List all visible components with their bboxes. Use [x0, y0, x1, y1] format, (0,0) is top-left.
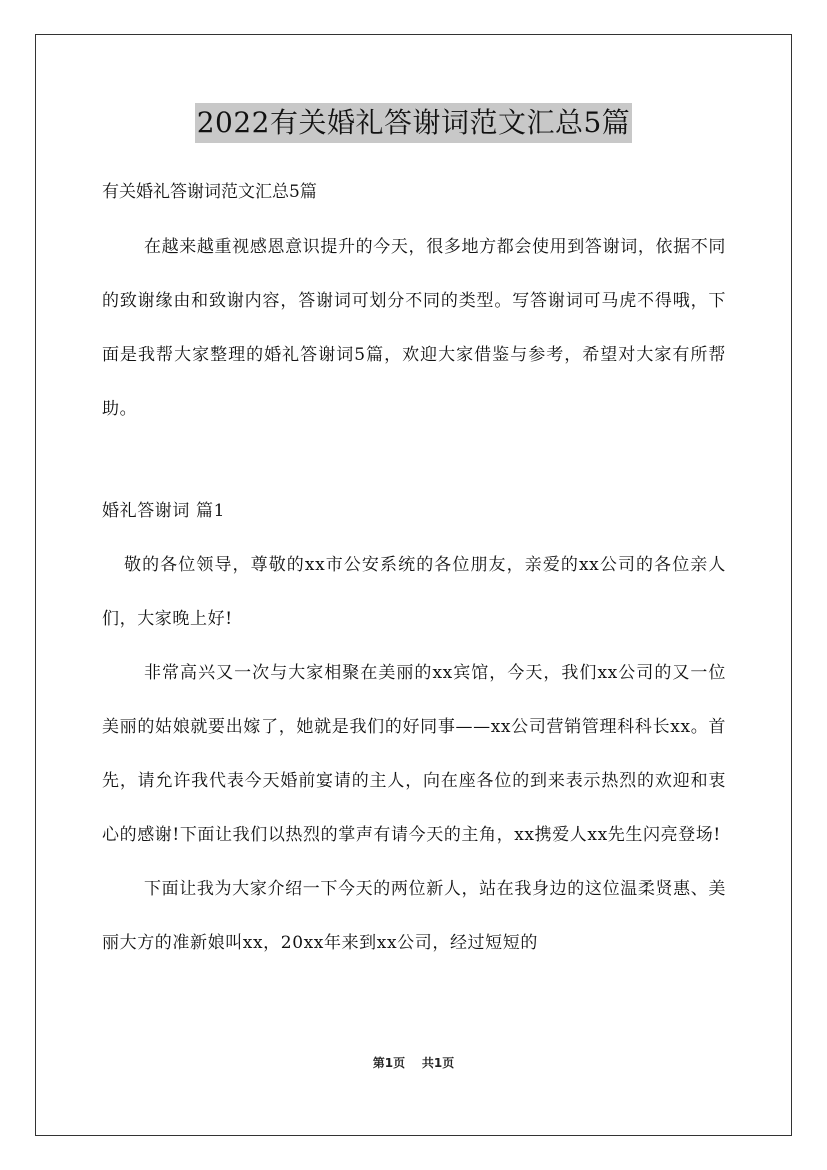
section-gap [102, 436, 726, 484]
body-paragraph-1: 敬的各位领导，尊敬的xx市公安系统的各位朋友，亲爱的xx公司的各位亲人们，大家晚上好! [102, 555, 726, 629]
document-title: 2022有关婚礼答谢词范文汇总5篇 [195, 103, 633, 143]
page-total: 共1页 [421, 1056, 455, 1070]
section-heading: 婚礼答谢词 篇1 [102, 501, 226, 521]
intro-paragraph: 在越来越重视感恩意识提升的今天，很多地方都会使用到答谢词，依据不同的致谢缘由和致谢内容，答谢词可划分不同的类型。写答谢词可马虎不得哦，下面是我帮大家整理的婚礼答谢词5篇，欢迎大家借鉴与参考，希望对大家有所帮助。 [102, 237, 726, 419]
document-body [102, 178, 726, 970]
body-paragraph-3: 下面让我为大家介绍一下今天的两位新人，站在我身边的这位温柔贤惠、美丽大方的准新娘叫xx，20xx年来到xx公司，经过短短的 [102, 879, 726, 953]
page-footer [0, 1055, 827, 1071]
body-paragraph-2: 非常高兴又一次与大家相聚在美丽的xx宾馆，今天，我们xx公司的又一位美丽的姑娘就要出嫁了，她就是我们的好同事——xx公司营销管理科科长xx。首先，请允许我代表今天婚前宴请的主人，向在座各位的到来表示热烈的欢迎和衷心的感谢!下面让我们以热烈的掌声有请今天的主角，xx携爱人xx先生闪亮登场! [102, 663, 726, 845]
document-subtitle: 有关婚礼答谢词范文汇总5篇 [102, 182, 317, 202]
document-title-block [0, 102, 827, 143]
page-number: 第1页 [372, 1056, 406, 1070]
